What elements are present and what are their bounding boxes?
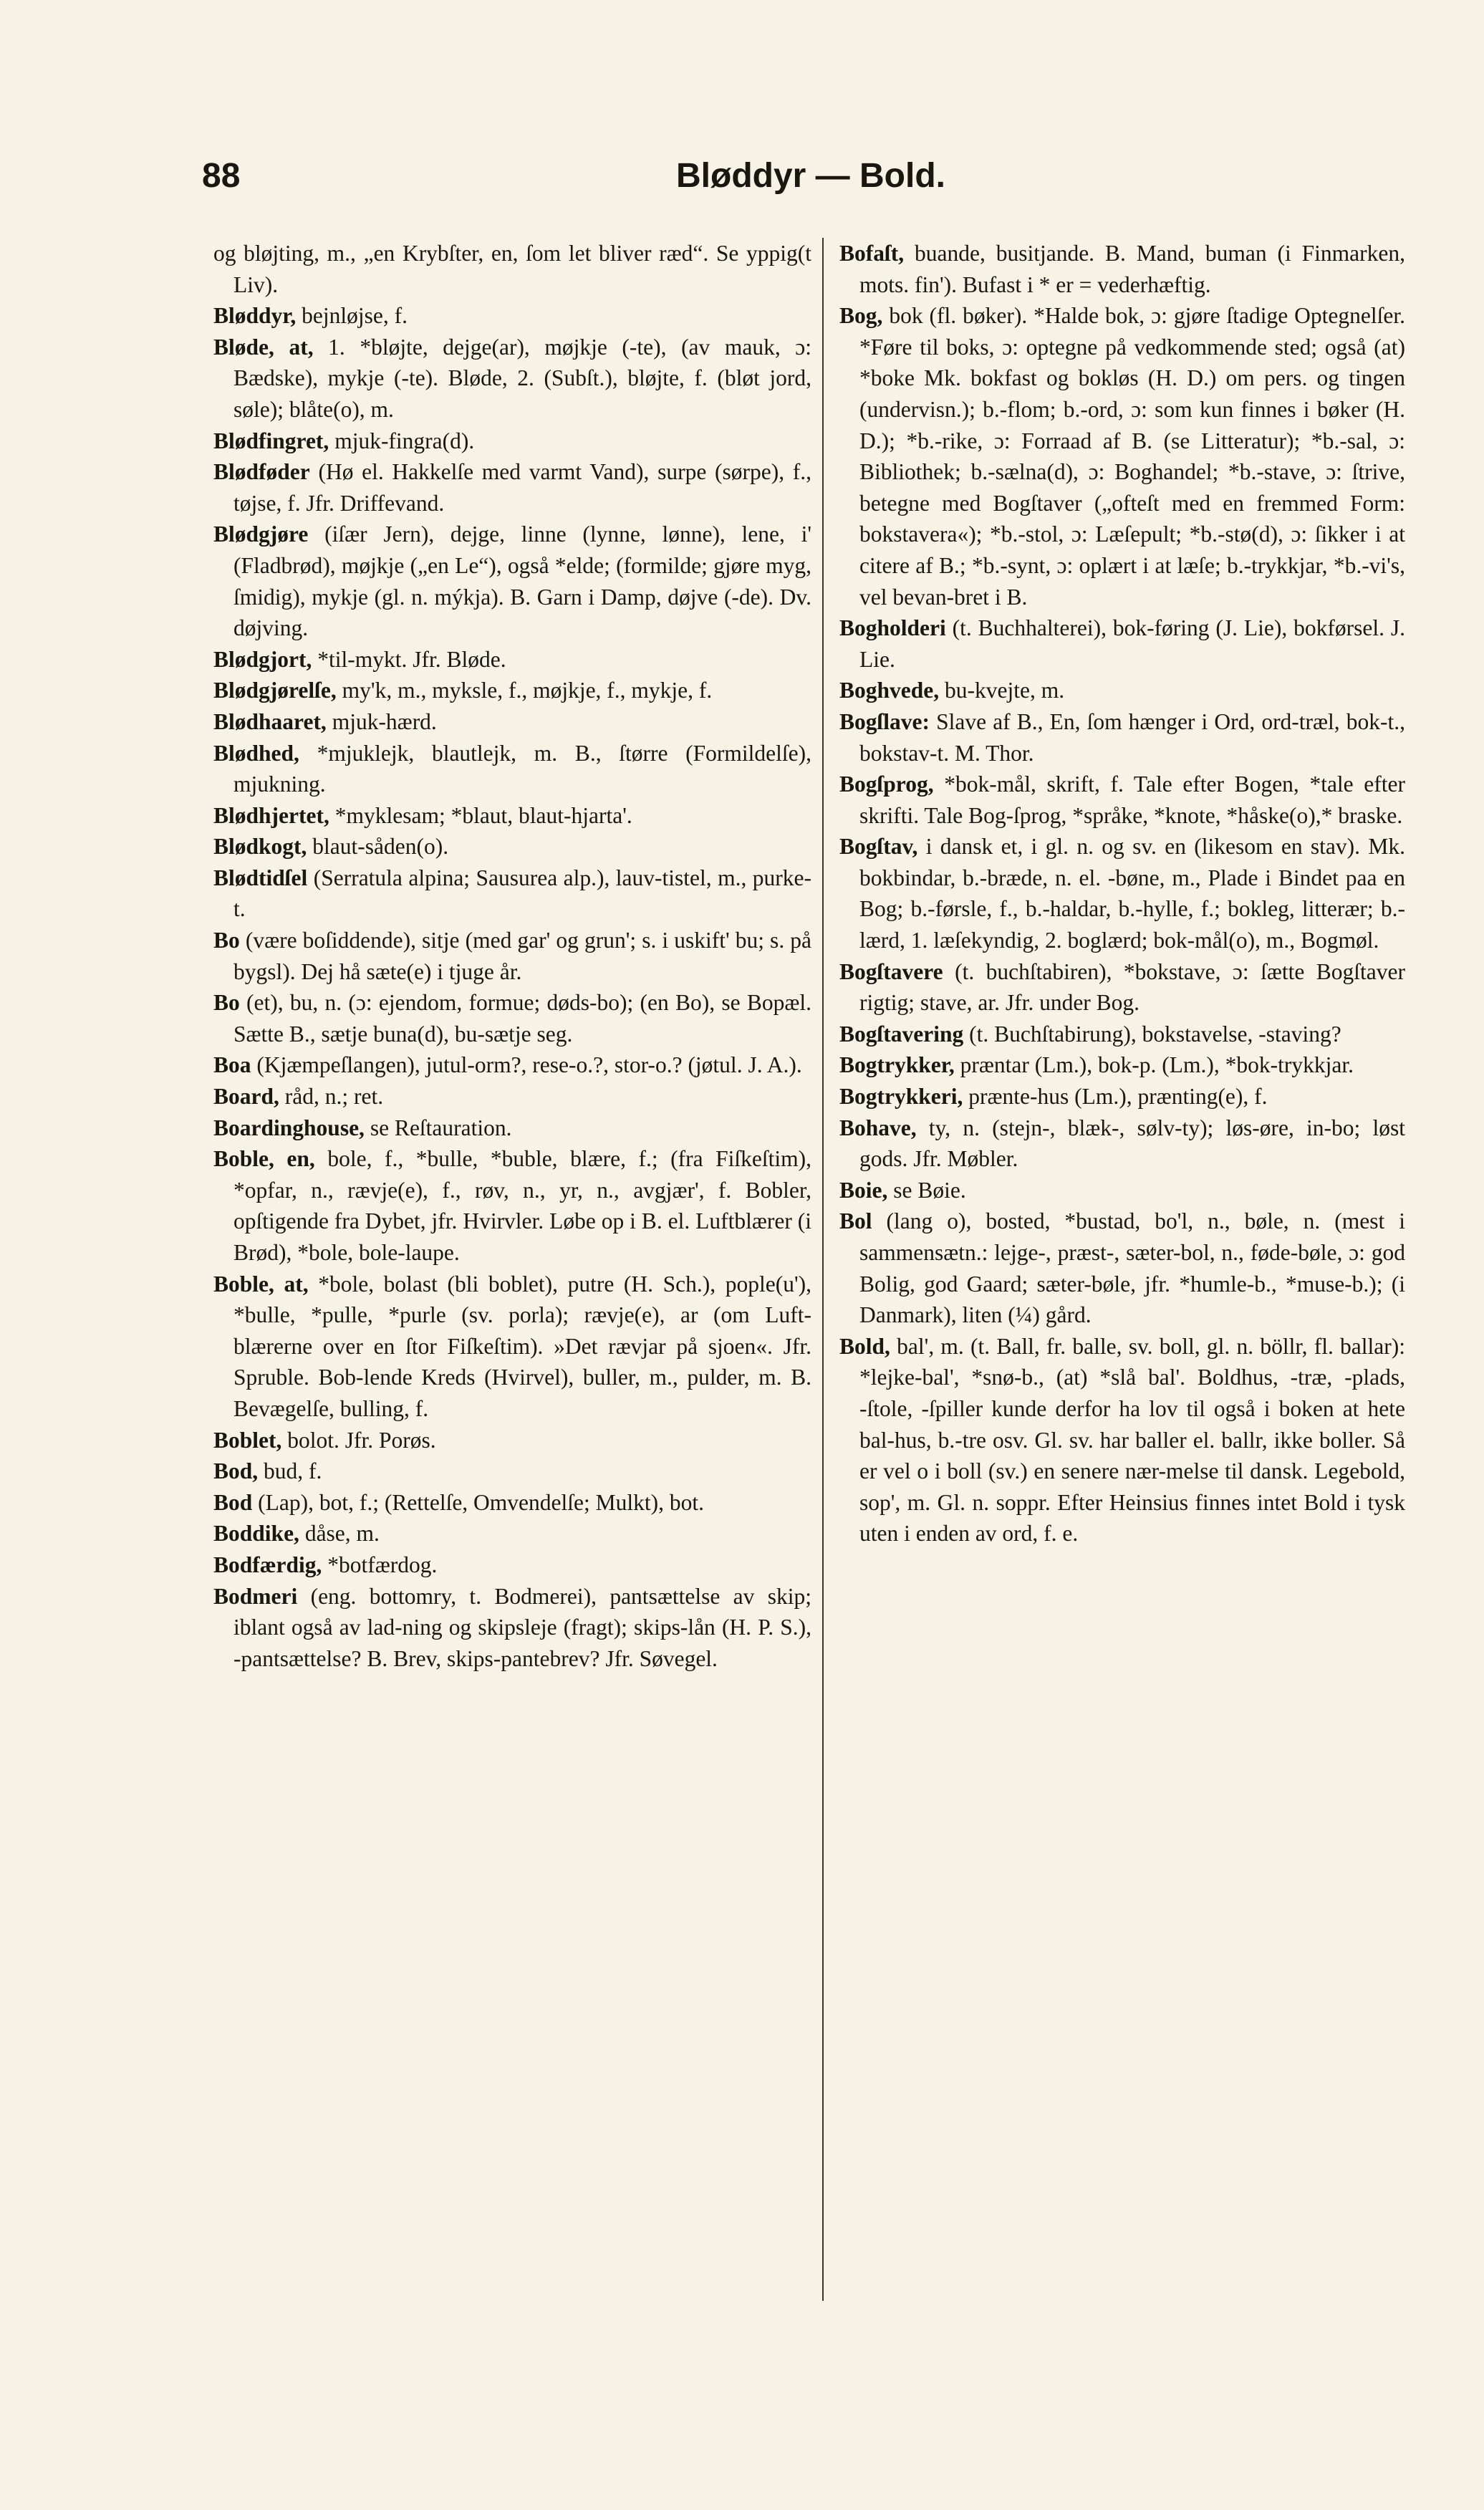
dictionary-entry — [213, 800, 811, 832]
entry-definition: (Hø el. Hakkelſe med varmt Vand), surpe (sørpe), f., tøjse, f. Jfr. Driffevand. — [233, 459, 811, 516]
dictionary-entry — [839, 1331, 1405, 1549]
page-header — [202, 156, 1420, 206]
entry-definition: (iſær Jern), dejge, linne (lynne, lønne), lene, i' (Fladbrød), møjkje („en Le“), også *elde; (formilde; gjøre myg, ſmidig), mykje (gl. n. mýkja). B. Garn i Damp, døjve (-de). Dv. døjving. — [233, 521, 812, 641]
entry-headword: Blødtidſel — [213, 865, 308, 890]
entry-definition: se Reſtauration. — [370, 1115, 512, 1140]
dictionary-entry — [213, 1081, 811, 1112]
dictionary-entry — [839, 1081, 1405, 1112]
dictionary-entry — [839, 612, 1405, 675]
dictionary-entry — [213, 1456, 811, 1487]
entry-headword: Blødgjørelſe, — [213, 678, 337, 703]
entry-headword: Bogtrykkeri, — [839, 1084, 963, 1110]
entry-definition: dåse, m. — [304, 1521, 380, 1547]
entry-headword: Bløddyr, — [213, 303, 297, 329]
dictionary-entry — [839, 706, 1405, 769]
entry-headword: Bol — [839, 1208, 872, 1234]
dictionary-entry — [213, 456, 811, 519]
entry-definition: i dansk et, i gl. n. og sv. en (likesom en stav). Mk. bokbindar, b.-bræde, n. el. -bøne, m., Plade i Bindet paa en Bog; b.-førsle, f., b.-haldar, b.-hylle, f.; bokleg, litterær; b.-lærd, 1. læſekyndig, 2. boglærd; bok-mål(o), m., Bogmøl. — [859, 834, 1405, 953]
dictionary-entry — [213, 1549, 811, 1581]
entry-definition: bejnløjse, f. — [302, 303, 408, 329]
entry-definition: bu-kvejte, m. — [945, 678, 1065, 703]
entry-definition: råd, n.; ret. — [284, 1084, 384, 1110]
entry-headword: Bod — [213, 1489, 253, 1515]
entry-headword: Bodfærdig, — [213, 1552, 322, 1577]
dictionary-entry — [213, 1269, 811, 1425]
entry-headword: Bløde, at, — [213, 334, 314, 360]
entry-headword: Bogſtavering — [839, 1021, 964, 1047]
entry-headword: Blødgjort, — [213, 646, 312, 672]
entry-definition: mjuk-hærd. — [332, 708, 437, 734]
dictionary-entry — [839, 956, 1405, 1019]
entry-definition: blaut-såden(o). — [312, 834, 449, 860]
dictionary-entry — [839, 769, 1405, 831]
entry-headword: Boghvede, — [839, 678, 940, 703]
entry-definition: (t. Buchhalterei), bok-føring (J. Lie), bokførsel. J. Lie. — [859, 615, 1406, 672]
entry-definition: my'k, m., myksle, f., møjkje, f., mykje, f. — [342, 678, 713, 703]
entry-definition: (lang o), bosted, *bustad, bo'l, n., bøle, n. (mest i sammensætn.: lejge-, præst-, sæter-bol, n., føde-bøle, ɔ: god Bolig, god Gaard; sæter-bøle, jfr. *humle-b., *muse-b.); (i Danmark), liten (¼) gård. — [859, 1208, 1406, 1328]
dictionary-entry — [213, 300, 811, 332]
dictionary-entry — [213, 238, 811, 300]
entry-headword: Board, — [213, 1084, 279, 1110]
entry-definition: *myklesam; *blaut, blaut-hjarta'. — [334, 802, 632, 828]
entry-definition: ty, n. (stejn-, blæk-, sølv-ty); løs-øre, in-bo; løst gods. Jfr. Møbler. — [859, 1115, 1405, 1172]
dictionary-entry — [213, 1143, 811, 1268]
dictionary-entry — [213, 1518, 811, 1549]
entry-headword: Blødgjøre — [213, 521, 309, 547]
entry-headword: Bold, — [839, 1333, 890, 1359]
dictionary-entry — [839, 1112, 1405, 1175]
entry-definition: bolot. Jfr. Porøs. — [287, 1427, 436, 1453]
entry-definition: (et), bu, n. (ɔ: ejendom, formue; døds-bo); (en Bo), se Bopæl. Sætte B., sætje buna(d), bu-sætje seg. — [233, 990, 811, 1047]
dictionary-entry — [839, 831, 1405, 956]
entry-definition: mjuk-fingra(d). — [334, 428, 475, 453]
dictionary-entry — [213, 675, 811, 706]
entry-definition: Slave af B., En, ſom hænger i Ord, ord-træl, bok-t., bokstav-t. M. Thor. — [859, 708, 1406, 766]
column-divider — [822, 238, 824, 2301]
dictionary-entry — [839, 675, 1405, 706]
entry-headword: Bohave, — [839, 1115, 917, 1140]
entry-headword: Bodmeri — [213, 1583, 298, 1609]
dictionary-entry — [213, 987, 811, 1049]
entry-headword: Bog, — [839, 303, 883, 329]
entry-headword: Blødfingret, — [213, 428, 329, 453]
entry-definition: 1. *bløjte, dejge(ar), møjkje (-te), (av mauk, ɔ: Bædske), mykje (-te). Bløde, 2. (Subſt.), bløjte, f. (bløt jord, søle); blåte(o), m. — [233, 334, 812, 422]
page-number: 88 — [202, 157, 241, 195]
entry-definition: (t. buchſtabiren), *bokstave, ɔ: ſætte Bogſtaver rigtig; stave, ar. Jfr. under Bog. — [859, 958, 1406, 1016]
entry-definition: *botfærdog. — [327, 1552, 438, 1577]
entry-definition: bok (fl. bøker). *Halde bok, ɔ: gjøre ſtadige Optegnelſer. *Føre til boks, ɔ: optegne på vedkommende sted; også (at) *boke Mk. bokfast og bokløs (H. D.) om pers. og tingen (undervisn.); b.-flom; b.-ord, ɔ: som kun finnes i bøker (H. D.); *b.-rike, ɔ: Forraad af B. (se Litteratur); *b.-sal, ɔ: Bibliothek; b.-sælna(d), ɔ: Boghandel; *b.-stave, ɔ: ſtrive, betegne med Bogſtaver („ofteſt med en fremmed Form: bokstavera«); *b.-stol, ɔ: Læſepult; *b.-stø(d), ɔ: ſikker i at citere af B.; *b.-synt, ɔ: oplært i at læſe; b.-trykkjar, *b.-vi's, vel bevan-bret i B. — [859, 303, 1405, 610]
entry-definition: (Kjæmpeſlangen), jutul-orm?, rese-o.?, stor-o.? (jøtul. J. A.). — [256, 1052, 802, 1078]
entry-headword: Boardinghouse, — [213, 1115, 365, 1140]
entry-headword: Boie, — [839, 1177, 888, 1203]
dictionary-entry — [213, 738, 811, 800]
entry-definition: og bløjting, m., „en Krybſter, en, ſom let bliver ræd“. Se yppig(t Liv). — [213, 241, 811, 297]
dictionary-entry — [839, 1019, 1405, 1050]
entry-headword: Blødhjertet, — [213, 802, 329, 828]
dictionary-entry — [213, 862, 811, 925]
right-column — [839, 238, 1405, 1549]
entry-definition: *bok-mål, skrift, f. Tale efter Bogen, *tale efter skrifti. Tale Bog-ſprog, *språke, *knote, *håske(o),* braske. — [859, 771, 1405, 828]
dictionary-entry — [213, 1425, 811, 1456]
entry-definition: (være boſiddende), sitje (med gar' og grun'; s. i uskift' bu; s. på bygsl). Dej hå sæte(e) i tjuge år. — [233, 928, 811, 984]
entry-headword: Boble, en, — [213, 1146, 315, 1172]
entry-definition: bud, f. — [264, 1458, 322, 1484]
entry-headword: Bo — [213, 990, 240, 1016]
dictionary-entry — [213, 831, 811, 862]
entry-definition: (Lap), bot, f.; (Rettelſe, Omvendelſe; Mulkt), bot. — [258, 1489, 705, 1515]
dictionary-entry — [213, 425, 811, 457]
entry-headword: Bogſtav, — [839, 834, 918, 860]
dictionary-entry — [213, 519, 811, 643]
entry-headword: Boa — [213, 1052, 251, 1078]
running-title: Bløddyr — Bold. — [676, 157, 945, 195]
entry-definition: *til-mykt. Jfr. Bløde. — [317, 646, 506, 672]
entry-headword: Bogſlave: — [839, 708, 930, 734]
entry-headword: Blødhaaret, — [213, 708, 327, 734]
dictionary-entry — [213, 1049, 811, 1081]
left-column — [213, 238, 811, 1674]
entry-definition: præntar (Lm.), bok-p. (Lm.), *bok-trykkjar. — [960, 1052, 1354, 1078]
entry-definition: buande, busitjande. B. Mand, buman (i Finmarken, mots. fin'). Bufast i * er = vederhæftig. — [859, 241, 1405, 297]
dictionary-entry — [213, 1581, 811, 1675]
entry-headword: Bod, — [213, 1458, 259, 1484]
dictionary-entry — [213, 644, 811, 675]
entry-headword: Bogholderi — [839, 615, 946, 641]
entry-headword: Blødkogt, — [213, 834, 307, 860]
entry-definition: prænte-hus (Lm.), prænting(e), f. — [968, 1084, 1268, 1110]
entry-definition: se Bøie. — [893, 1177, 966, 1203]
dictionary-entry — [839, 1049, 1405, 1081]
entry-definition: (eng. bottomry, t. Bodmerei), pantsættelse av skip; iblant også av lad-ning og skipsleje (fragt); skips-lån (H. P. S.), -pantsættelse? B. Brev, skips-pantebrev? Jfr. Søvegel. — [233, 1583, 811, 1671]
entry-headword: Blødhed, — [213, 740, 299, 766]
dictionary-entry — [213, 332, 811, 425]
entry-definition: (t. Buchſtabirung), bokstavelse, -staving? — [969, 1021, 1341, 1047]
entry-headword: Boblet, — [213, 1427, 282, 1453]
entry-headword: Boddike, — [213, 1521, 299, 1547]
dictionary-entry — [839, 300, 1405, 612]
dictionary-entry — [213, 706, 811, 738]
dictionary-entry — [839, 238, 1405, 300]
entry-headword: Boble, at, — [213, 1271, 309, 1297]
entry-definition: bole, f., *bulle, *buble, blære, f.; (fra Fiſkeſtim), *opfar, n., rævje(e), f., røv, n., yr, n., avgjær', f. Bobler, opſtigende fra Dybet, jfr. Hvirvler. Løbe op i B. el. Luftblærer (i Brød), *bole, bole-laupe. — [233, 1146, 812, 1265]
dictionary-entry — [213, 1487, 811, 1519]
dictionary-entry — [839, 1206, 1405, 1330]
entry-definition: (Serratula alpina; Sausurea alp.), lauv-tistel, m., purke-t. — [233, 865, 811, 922]
entry-definition: *mjuklejk, blautlejk, m. B., ſtørre (Formildelſe), mjukning. — [233, 740, 811, 797]
dictionary-entry — [213, 925, 811, 987]
entry-headword: Bo — [213, 928, 240, 953]
dictionary-entry — [213, 1112, 811, 1144]
entry-headword: Bogſtavere — [839, 958, 943, 984]
dictionary-entry — [839, 1175, 1405, 1206]
entry-definition: *bole, bolast (bli boblet), putre (H. Sch.), pople(u'), *bulle, *pulle, *purle (sv. porla); rævje(e), ar (om Luft-blærerne over en ſtor Fiſkeſtim). »Det rævjar på sjoen«. Jfr. Spruble. Bob-lende Kreds (Hvirvel), buller, m., pulder, m. B. Bevægelſe, bulling, f. — [233, 1271, 811, 1421]
entry-headword: Bofaſt, — [839, 241, 905, 266]
entry-headword: Bogtrykker, — [839, 1052, 955, 1078]
entry-headword: Bogſprog, — [839, 771, 934, 797]
entry-headword: Blødføder — [213, 459, 310, 485]
entry-definition: bal', m. (t. Ball, fr. balle, sv. boll, gl. n. böllr, fl. ballar): *lejke-bal', *snø-b., (at) *slå bal'. Boldhus, -træ, -plads, -ſtole, -ſpiller kunde derfor ha lov til også i boken at hete bal-hus, b.-tre osv. Gl. sv. har baller el. ballr, ikke boller. Så er vel o i boll (sv.) en senere nær-melse til dansk. Legebold, sop', m. Gl. n. soppr. Efter Heinsius finnes intet Bold i tysk uten i enden av ord, f. e. — [859, 1333, 1406, 1547]
